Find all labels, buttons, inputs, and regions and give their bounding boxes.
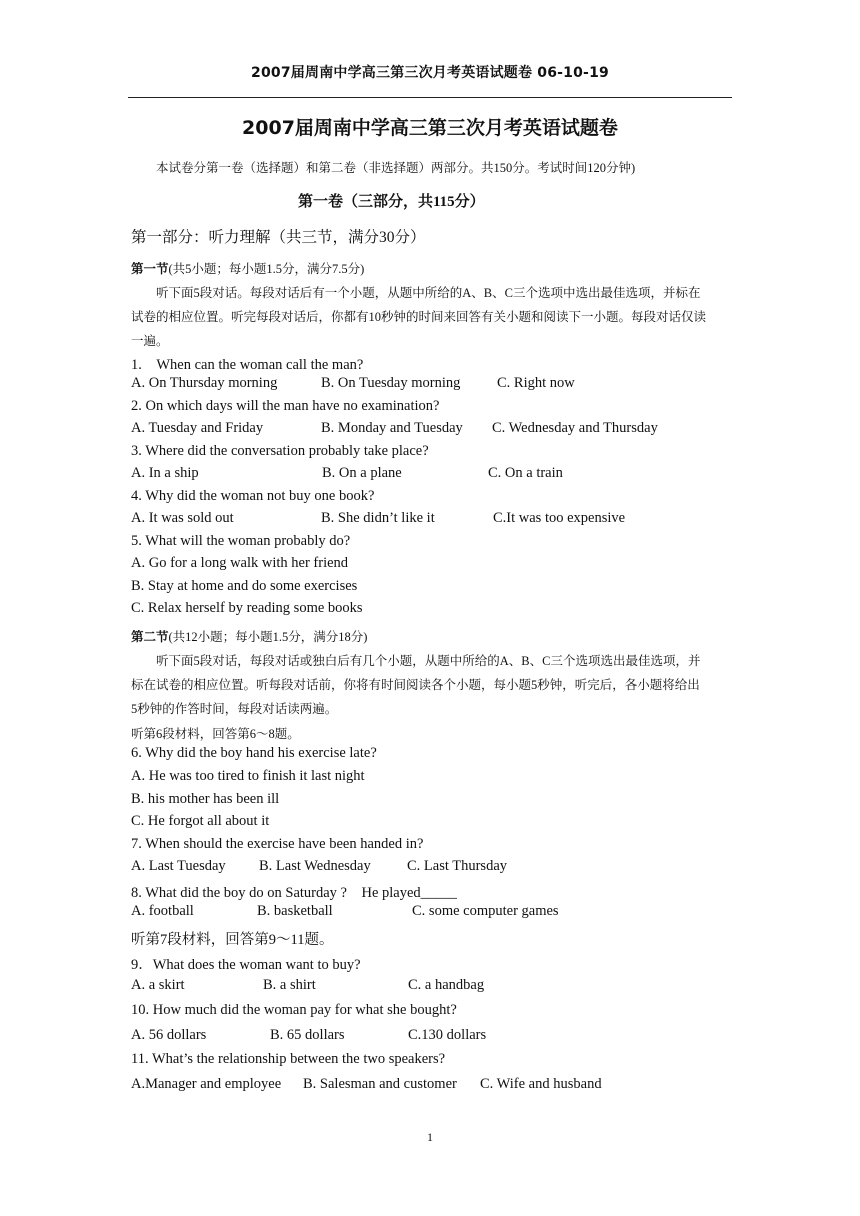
question-11-option-c: C. Wife and husband — [480, 1076, 602, 1092]
question-1-option-c: C. Right now — [497, 375, 575, 391]
question-6-stem: 6. Why did the boy hand his exercise late? — [131, 745, 377, 761]
section2-info: (共12小题；每小题1.5分，满分18分) — [168, 630, 368, 644]
question-11-option-a: A.Manager and employee — [131, 1076, 282, 1092]
question-5-option-b: B. Stay at home and do some exercises — [131, 578, 358, 594]
question-4-option-a: A. It was sold out — [131, 510, 234, 526]
material-7-heading: 听第7段材料，回答第9～11题。 — [131, 932, 334, 948]
question-5-option-c: C. Relax herself by reading some books — [131, 600, 363, 616]
question-3-option-c: C. On a train — [488, 465, 563, 481]
question-8-option-b: B. basketball — [257, 903, 333, 919]
section2-label: 第二节 — [131, 630, 169, 644]
document-title: 2007届周南中学高三第三次月考英语试题卷 — [242, 117, 618, 139]
question-5-stem: 5. What will the woman probably do? — [131, 533, 351, 549]
section1-instructions-line1: 听下面5段对话。每段对话后有一个小题，从题中所给的A、B、C三个选项中选出最佳选项，并标在 — [156, 286, 701, 300]
question-4-option-c: C.It was too expensive — [493, 510, 626, 526]
question-6-option-a: A. He was too tired to finish it last night — [131, 768, 365, 784]
question-2-stem: 2. On which days will the man have no examination? — [131, 398, 440, 414]
section1-info: (共5小题；每小题1.5分，满分7.5分) — [168, 262, 365, 276]
question-9-stem: 9．What does the woman want to buy? — [131, 957, 361, 973]
question-7-option-a: A. Last Tuesday — [131, 858, 226, 874]
question-7-option-b: B. Last Wednesday — [259, 858, 371, 874]
question-3-option-b: B. On a plane — [322, 465, 402, 481]
question-1-stem: 1. When can the woman call the man? — [131, 357, 364, 373]
section-listening-heading: 第一部分：听力理解（共三节，满分30分） — [131, 229, 426, 246]
question-3-option-a: A. In a ship — [131, 465, 199, 481]
question-9-option-a: A. a skirt — [131, 977, 185, 993]
part1-heading: 第一卷（三部分，共115分） — [298, 194, 485, 210]
section2-heading — [131, 627, 367, 645]
section2-instructions-line3: 5秒钟的作答时间，每段对话读两遍。 — [131, 702, 338, 716]
material-6-heading: 听第6段材料，回答第6～8题。 — [131, 727, 300, 741]
question-3-stem: 3. Where did the conversation probably take place? — [131, 443, 429, 459]
section1-heading — [131, 259, 364, 277]
question-2-option-b: B. Monday and Tuesday — [321, 420, 463, 436]
question-8-option-a: A. football — [131, 903, 194, 919]
question-2-option-c: C. Wednesday and Thursday — [492, 420, 658, 436]
question-10-option-a: A. 56 dollars — [131, 1027, 207, 1043]
question-6-option-b: B. his mother has been ill — [131, 791, 280, 807]
question-11-stem: 11. What’s the relationship between the two speakers? — [131, 1051, 446, 1067]
question-4-option-b: B. She didn’t like it — [321, 510, 435, 526]
question-9-option-c: C. a handbag — [408, 977, 485, 993]
section1-label: 第一节 — [131, 262, 169, 276]
question-1-option-a: A. On Thursday morning — [131, 375, 278, 391]
question-10-stem: 10. How much did the woman pay for what she bought? — [131, 1002, 457, 1018]
question-10-option-c: C.130 dollars — [408, 1027, 487, 1043]
question-5-option-a: A. Go for a long walk with her friend — [131, 555, 349, 571]
section1-instructions-line3: 一遍。 — [131, 334, 169, 348]
intro-text: 本试卷分第一卷（选择题）和第二卷（非选择题）两部分。共150分。考试时间120分钟) — [156, 161, 636, 175]
header-rule — [128, 97, 732, 98]
section2-instructions-line1: 听下面5段对话，每段对话或独白后有几个小题，从题中所给的A、B、C三个选项选出最佳选项，并 — [156, 654, 701, 668]
question-7-stem: 7. When should the exercise have been handed in? — [131, 836, 424, 852]
question-4-stem: 4. Why did the woman not buy one book? — [131, 488, 375, 504]
question-2-option-a: A. Tuesday and Friday — [131, 420, 264, 436]
running-header: 2007届周南中学高三第三次月考英语试题卷 06-10-19 — [251, 65, 609, 81]
question-8-option-c: C. some computer games — [412, 903, 559, 919]
question-1-option-b: B. On Tuesday morning — [321, 375, 461, 391]
question-8-stem: 8. What did the boy do on Saturday ? He played_____ — [131, 885, 457, 901]
page-number: 1 — [427, 1130, 433, 1144]
question-11-option-b: B. Salesman and customer — [303, 1076, 457, 1092]
section1-instructions-line2: 试卷的相应位置。听完每段对话后，你都有10秒钟的时间来回答有关小题和阅读下一小题。每段对话仅读 — [131, 310, 707, 324]
section2-instructions-line2: 标在试卷的相应位置。听每段对话前，你将有时间阅读各个小题，每小题5秒钟，听完后，各小题将给出 — [131, 678, 700, 692]
question-10-option-b: B. 65 dollars — [270, 1027, 345, 1043]
question-6-option-c: C. He forgot all about it — [131, 813, 270, 829]
question-9-option-b: B. a shirt — [263, 977, 316, 993]
question-7-option-c: C. Last Thursday — [407, 858, 508, 874]
